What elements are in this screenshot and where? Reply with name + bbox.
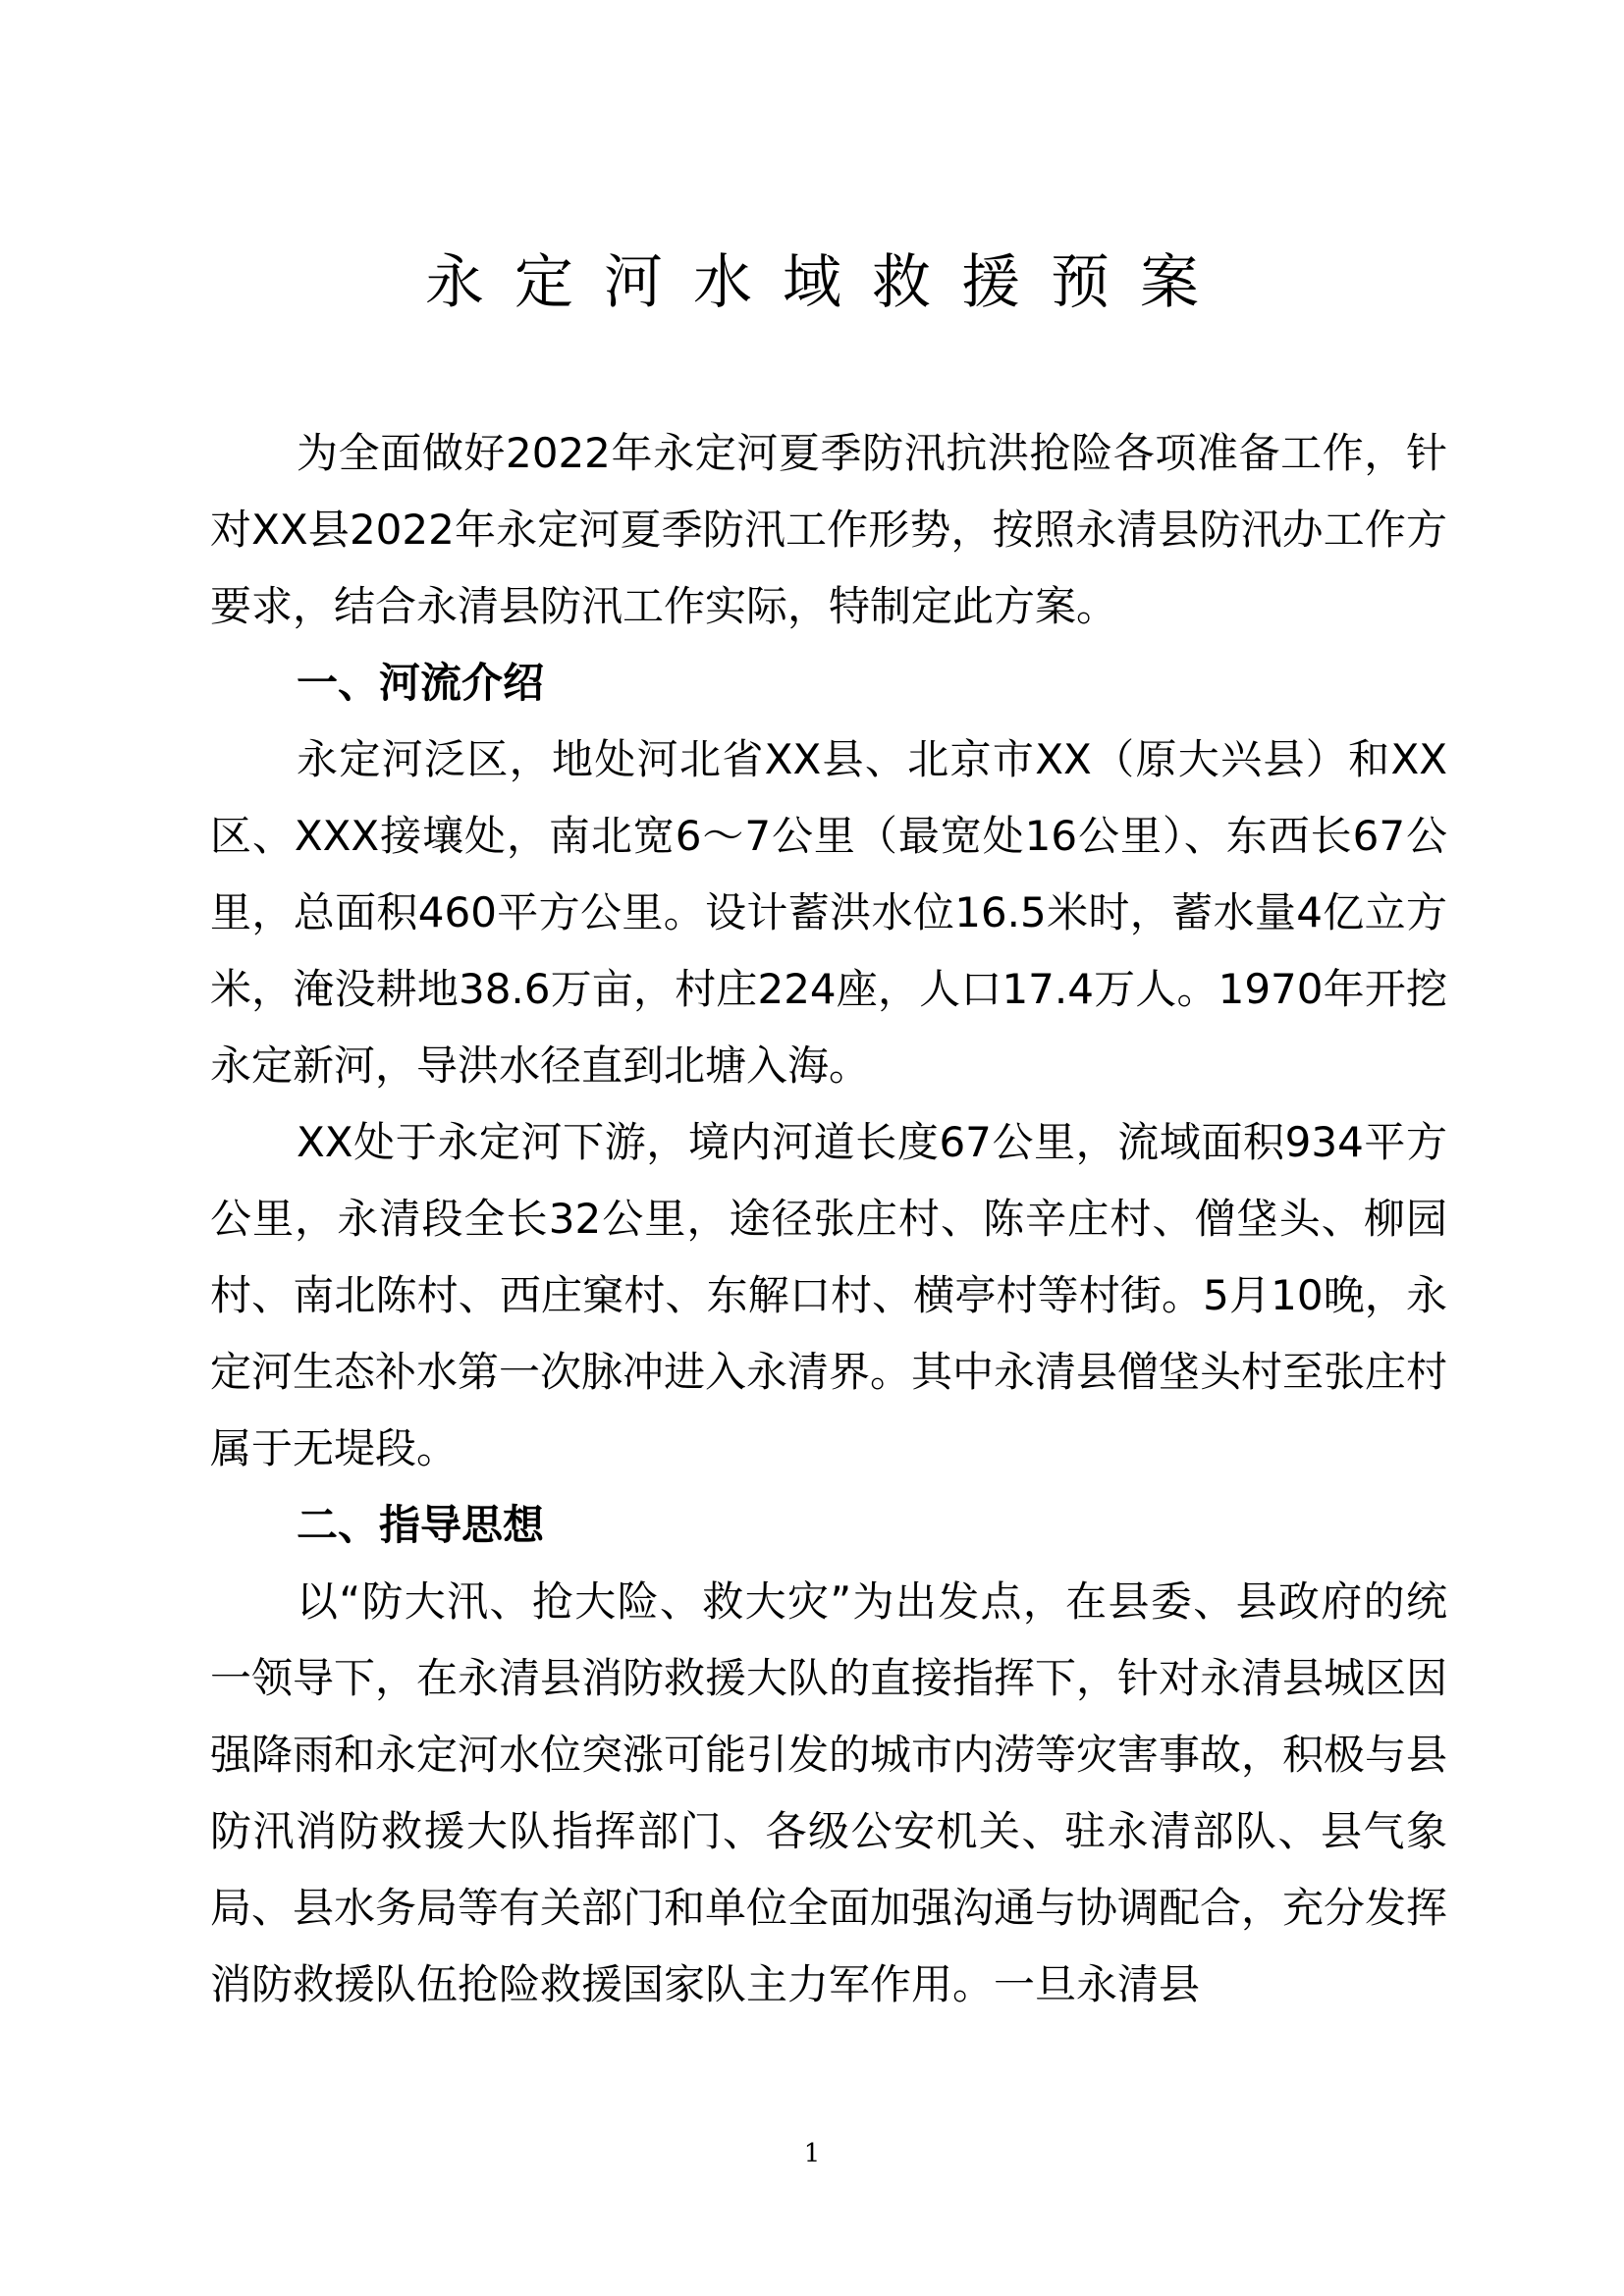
guiding-paragraph-1: 以“防大汛、抢大险、救大灾”为出发点，在县委、县政府的统一领导下，在永清县消防救援大队的直接指挥下，针对永清县城区因强降雨和永定河水位突涨可能引发的城市内涝等灾害事故，积极与县防汛消防救援大队指挥部门、各级公安机关、驻永清部队、县气象局、县水务局等有关部门和单位全面加强沟通与协调配合，充分发挥消防救援队伍抢险救援国家队主力军作用。一旦永清县 bbox=[210, 1577, 1448, 2008]
section-heading-river-introduction: 一、河流介绍 bbox=[297, 659, 545, 707]
document-title: 永定河水域救援预案 bbox=[425, 248, 1229, 317]
page-number: 1 bbox=[803, 2139, 821, 2168]
river-paragraph-1: 永定河泛区，地处河北省XX县、北京市XX（原大兴县）和XX区、XXX接壤处，南北宽6～7公里（最宽处16公里）、东西长67公里，总面积460平方公里。设计蓄洪水位16.5米时，蓄水量4亿立方米，淹没耕地38.6万亩，村庄224座，人口17.4万人。1970年开挖永定新河，导洪水径直到北塘入海。 bbox=[210, 735, 1447, 1090]
section-heading-guiding-ideology: 二、指导思想 bbox=[297, 1501, 545, 1549]
document-body bbox=[210, 415, 1447, 2023]
river-paragraph-2: XX处于永定河下游，境内河道长度67公里，流域面积934平方公里，永清段全长32公里，途径张庄村、陈辛庄村、僧垡头、柳园村、南北陈村、西庄窠村、东解口村、横亭村等村街。5月10晚，永定河生态补水第一次脉冲进入永清界。其中永清县僧垡头村至张庄村属于无堤段。 bbox=[210, 1118, 1448, 1472]
intro-paragraph: 为全面做好2022年永定河夏季防汛抗洪抢险各项准备工作，针对XX县2022年永定河夏季防汛工作形势，按照永清县防汛办工作方要求，结合永清县防汛工作实际，特制定此方案。 bbox=[210, 429, 1447, 630]
